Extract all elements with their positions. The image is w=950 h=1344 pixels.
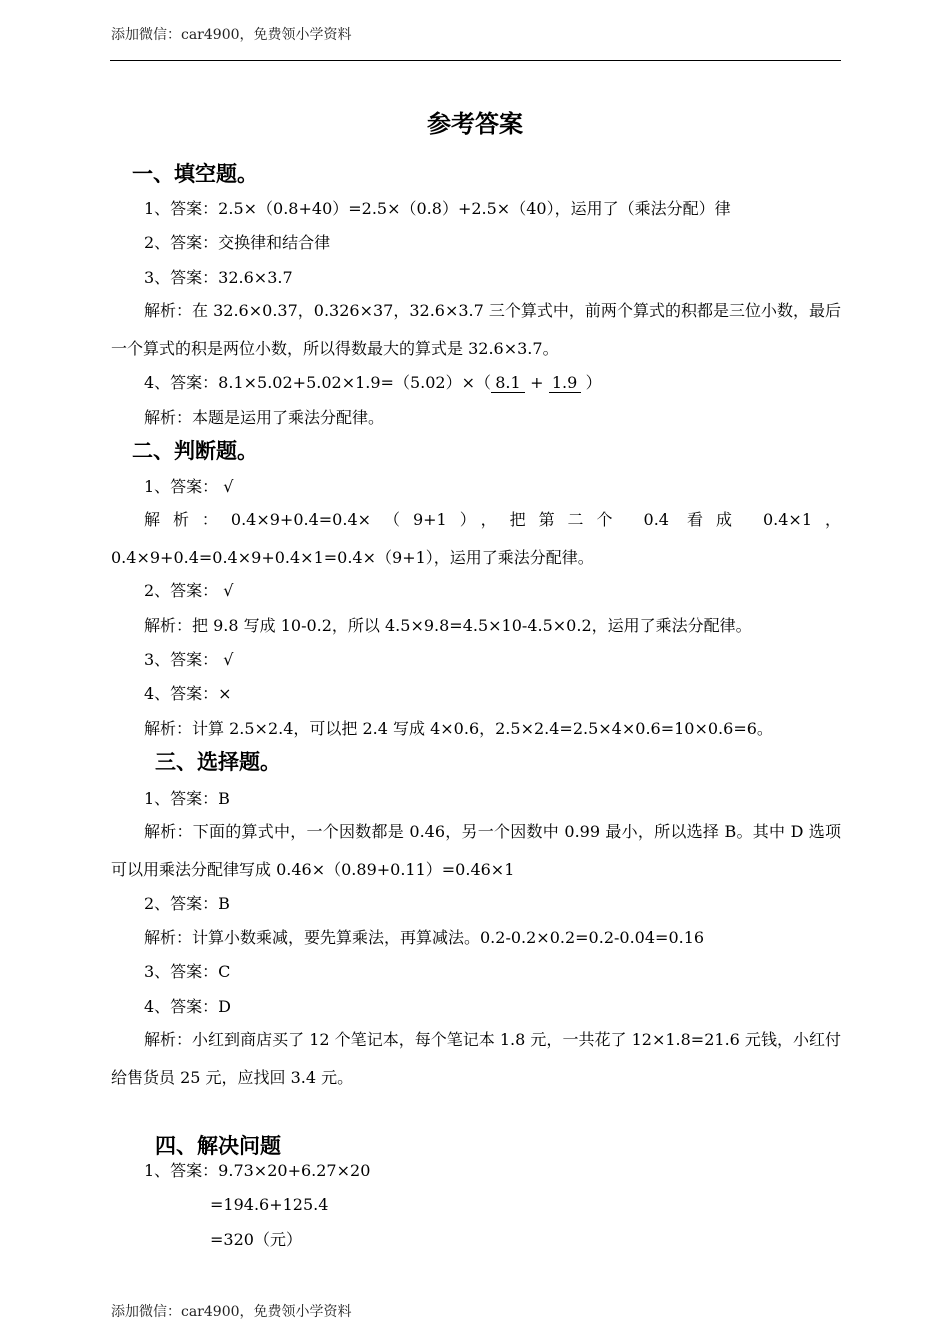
section-heading-true-false: 二、判断题。: [132, 438, 258, 463]
explanation-1-3: 解析：在 32.6×0.37，0.326×37，32.6×3.7 三个算式中，前两个算式的积都是三位小数，最后一个算式的积是两位小数，所以得数最大的算式是 32.6×3.7。: [111, 301, 841, 358]
section-heading-word-problems: 四、解决问题: [155, 1133, 281, 1158]
explanation-3-1: 解析：下面的算式中，一个因数都是 0.46，另一个因数中 0.99 最小，所以选择 B。其中 D 选项可以用乘法分配律写成 0.46×（0.89+0.11）=0.46×1: [111, 822, 841, 879]
answer-1-2: 2、答案：交换律和结合律: [144, 233, 331, 252]
answer-1-4-prefix: 4、答案：8.1×5.02+5.02×1.9=（5.02）×（: [144, 373, 491, 392]
section-heading-multiple-choice: 三、选择题。: [155, 749, 281, 774]
answer-1-4-blank-1: 8.1: [491, 374, 525, 393]
explanation-2-4: 解析：计算 2.5×2.4，可以把 2.4 写成 4×0.6，2.5×2.4=2.5×4×0.6=10×0.6=6。: [144, 719, 773, 738]
explanation-2-1: 解析：0.4×9+0.4=0.4×（9+1），把第二个 0.4 看成 0.4×1，0.4×9+0.4=0.4×9+0.4×1=0.4×（9+1），运用了乘法分配律。: [111, 510, 841, 567]
answer-3-3: 3、答案：C: [144, 962, 231, 981]
explanation-2-2: 解析：把 9.8 写成 10-0.2，所以 4.5×9.8=4.5×10-4.5×0.2，运用了乘法分配律。: [144, 616, 752, 635]
explanation-3-4: 解析：小红到商店买了 12 个笔记本，每个笔记本 1.8 元，一共花了 12×1.8=21.6 元钱，小红付给售货员 25 元，应找回 3.4 元。: [111, 1030, 841, 1087]
answer-1-4-blank-2: 1.9: [549, 374, 581, 393]
answer-3-1: 1、答案：B: [144, 789, 230, 808]
answer-2-1: 1、答案： √: [144, 477, 234, 496]
answer-3-4: 4、答案：D: [144, 997, 232, 1016]
answer-2-3: 3、答案： √: [144, 650, 234, 669]
answer-1-4-suffix: ）: [585, 373, 602, 392]
answer-2-2: 2、答案： √: [144, 581, 234, 600]
answer-4-1: 1、答案：9.73×20+6.27×20: [144, 1161, 371, 1180]
answer-4-1-step-1: =194.6+125.4: [210, 1195, 329, 1214]
header-rule: [110, 60, 841, 61]
answer-4-1-step-2: =320（元）: [210, 1230, 302, 1249]
answer-3-2: 2、答案：B: [144, 894, 230, 913]
page-header: 添加微信：car4900，免费领小学资料: [111, 27, 352, 43]
explanation-3-2: 解析：计算小数乘减，要先算乘法，再算减法。0.2-0.2×0.2=0.2-0.04=0.16: [144, 928, 705, 947]
answer-1-4-plus: +: [530, 373, 544, 392]
page-footer: 添加微信：car4900，免费领小学资料: [111, 1304, 352, 1320]
section-heading-fill-blank: 一、填空题。: [132, 161, 258, 186]
explanation-1-4: 解析：本题是运用了乘法分配律。: [144, 408, 385, 427]
answer-1-4: [144, 372, 602, 394]
answer-2-4: 4、答案：×: [144, 684, 232, 703]
answer-1-3: 3、答案：32.6×3.7: [144, 268, 293, 287]
answer-1-1: 1、答案：2.5×（0.8+40）=2.5×（0.8）+2.5×（40），运用了（乘法分配）律: [144, 199, 731, 218]
page-title: 参考答案: [427, 109, 523, 138]
